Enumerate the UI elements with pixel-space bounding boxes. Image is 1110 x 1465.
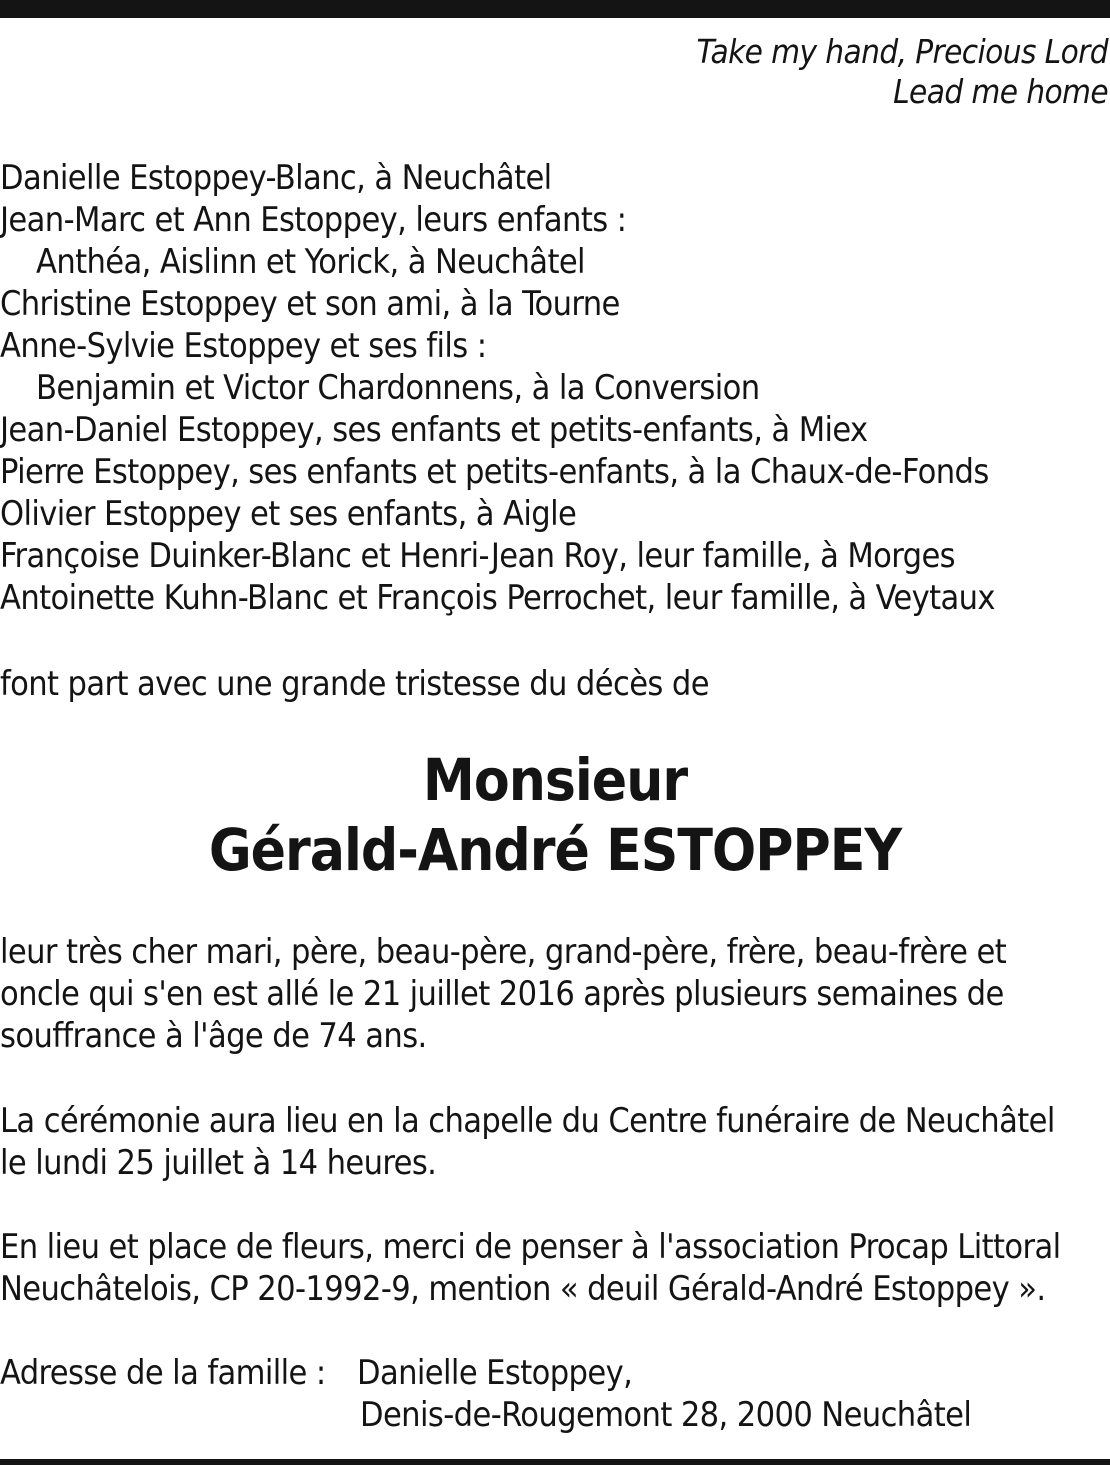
announcement-line: font part avec une grande tristesse du décès de [0,664,709,704]
top-border-rule [0,0,1110,18]
description-paragraph [0,931,1006,1057]
family-member: Christine Estoppey et son ami, à la Tourne [0,284,620,324]
description-line: oncle qui s'en est allé le 21 juillet 2016 après plusieurs semaines de [0,974,1004,1014]
family-member: Jean-Daniel Estoppey, ses enfants et petits-enfants, à Miex [0,410,868,450]
epigraph [696,32,1108,112]
donation-paragraph [0,1226,1061,1310]
epigraph-line: Take my hand, Precious Lord [696,32,1108,71]
deceased-name-block [0,745,1110,885]
description-line: souffrance à l'âge de 74 ans. [0,1016,427,1056]
ceremony-line: La cérémonie aura lieu en la chapelle du Centre funéraire de Neuchâtel [0,1101,1055,1141]
deceased-name: Gérald-André ESTOPPEY [208,816,902,884]
address-label: Adresse de la famille : [0,1353,326,1393]
family-member: Olivier Estoppey et ses enfants, à Aigle [0,494,577,534]
bottom-border-rule [0,1459,1110,1465]
family-member: Danielle Estoppey-Blanc, à Neuchâtel [0,158,552,198]
ceremony-paragraph [0,1100,1055,1184]
family-member: Pierre Estoppey, ses enfants et petits-enfants, à la Chaux-de-Fonds [0,452,989,492]
epigraph-line: Lead me home [893,72,1108,111]
donation-line: En lieu et place de fleurs, merci de penser à l'association Procap Littoral [0,1227,1061,1267]
deceased-title: Monsieur [422,746,688,814]
address-line: Denis-de-Rougemont 28, 2000 Neuchâtel [360,1395,972,1435]
description-line: leur très cher mari, père, beau-père, grand-père, frère, beau-frère et [0,932,1007,972]
family-list [0,157,995,619]
donation-line: Neuchâtelois, CP 20-1992-9, mention « deuil Gérald-André Estoppey ». [0,1269,1046,1309]
family-member: Anne-Sylvie Estoppey et ses fils : [0,326,487,366]
address-line: Danielle Estoppey, [357,1353,633,1393]
family-member: Jean-Marc et Ann Estoppey, leurs enfants : [0,200,627,240]
family-address [0,1352,971,1436]
family-member: Françoise Duinker-Blanc et Henri-Jean Roy, leur famille, à Morges [0,536,956,576]
family-member-children: Anthéa, Aislinn et Yorick, à Neuchâtel [36,242,585,282]
ceremony-line: le lundi 25 juillet à 14 heures. [0,1143,437,1183]
family-member-children: Benjamin et Victor Chardonnens, à la Conversion [36,368,760,408]
family-member: Antoinette Kuhn-Blanc et François Perrochet, leur famille, à Veytaux [0,578,995,618]
announcement-text [0,663,709,705]
